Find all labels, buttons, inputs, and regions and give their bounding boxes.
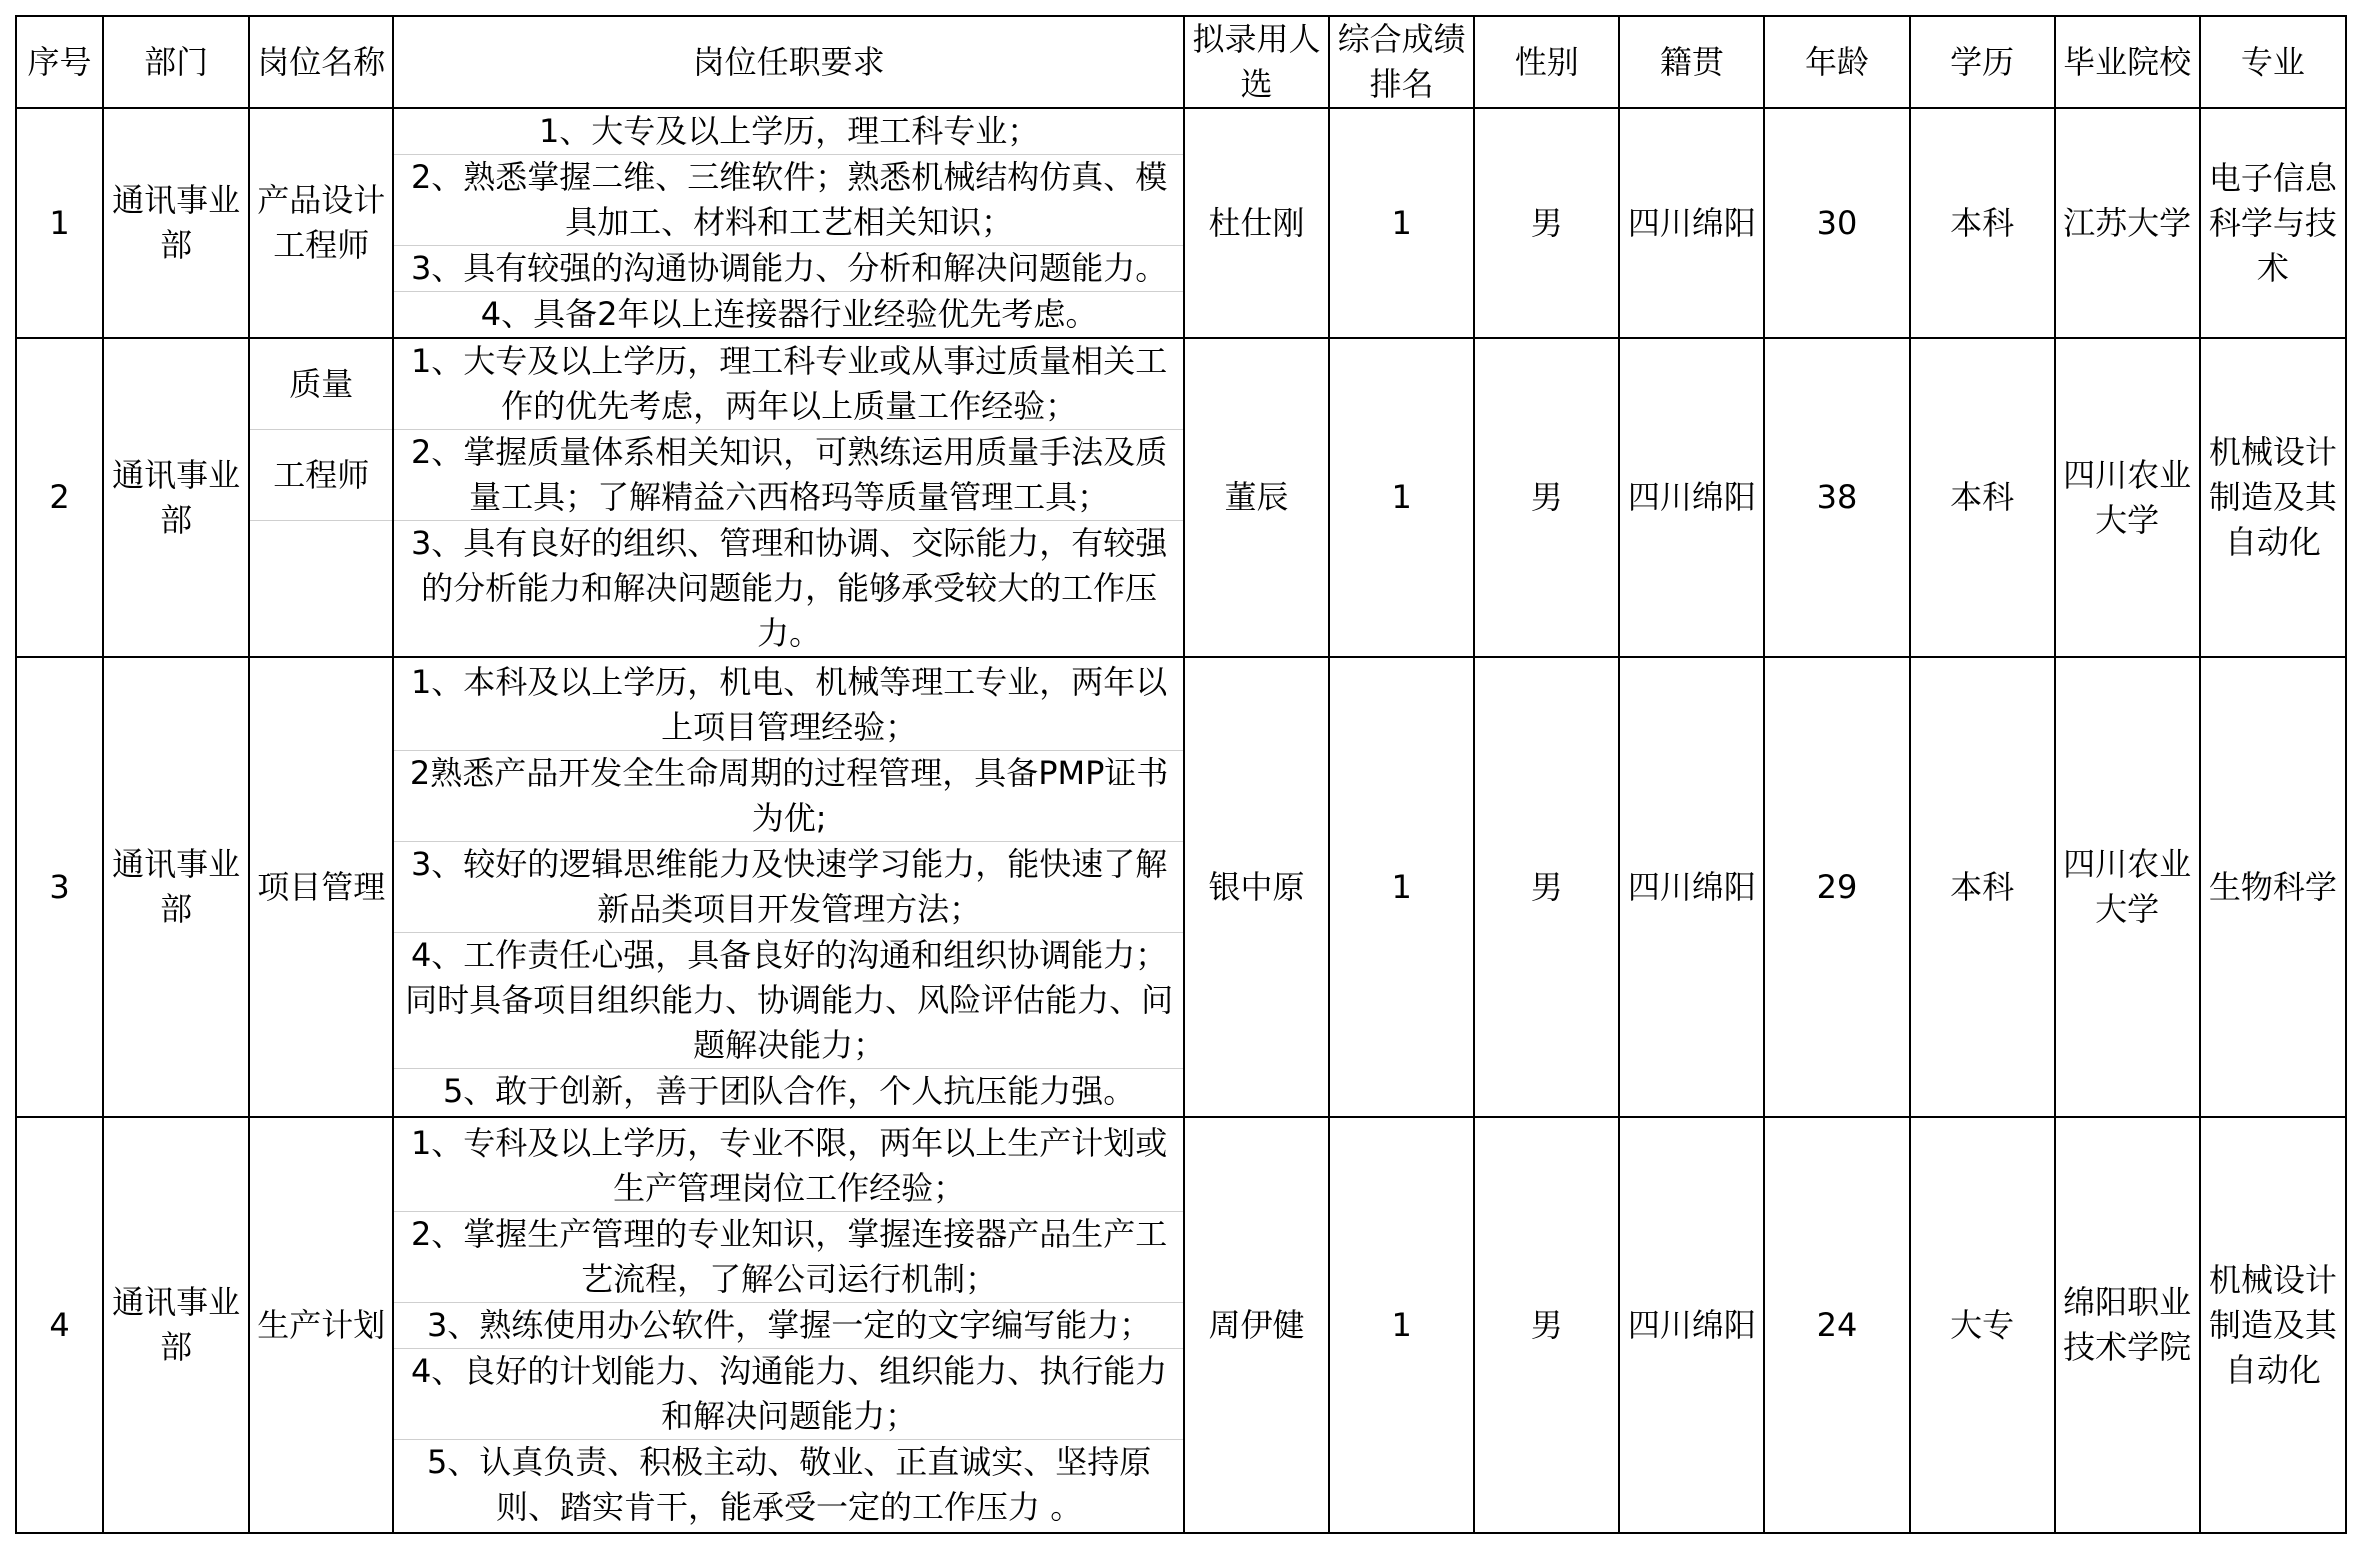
cell-hometown: 四川绵阳	[1619, 108, 1764, 338]
requirement-line: 1、大专及以上学历，理工科专业；	[394, 109, 1183, 155]
header-requirements: 岗位任职要求	[393, 16, 1184, 108]
requirement-line: 2熟悉产品开发全生命周期的过程管理，具备PMP证书为优;	[394, 751, 1183, 842]
cell-gender: 男	[1474, 657, 1619, 1117]
table-row	[16, 657, 2346, 1117]
header-seq: 序号	[16, 16, 103, 108]
header-dept: 部门	[103, 16, 249, 108]
cell-education: 大专	[1910, 1117, 2055, 1533]
cell-age: 30	[1764, 108, 1909, 338]
requirement-line: 1、大专及以上学历，理工科专业或从事过质量相关工作的优先考虑，两年以上质量工作经验；	[394, 339, 1183, 430]
header-gender: 性别	[1474, 16, 1619, 108]
requirement-line: 5、认真负责、积极主动、敬业、正直诚实、坚持原则、踏实肯干，能承受一定的工作压力 。	[426, 1442, 1152, 1526]
header-candidate-text: 拟录用人选	[1192, 20, 1321, 103]
cell-major	[2200, 338, 2346, 657]
cell-candidate: 董辰	[1184, 338, 1329, 657]
cell-rank: 1	[1329, 338, 1474, 657]
cell-requirements	[393, 657, 1184, 1117]
cell-gender: 男	[1474, 1117, 1619, 1533]
cell-education: 本科	[1910, 657, 2055, 1117]
requirement-line: 1、专科及以上学历，专业不限，两年以上生产计划或生产管理岗位工作经验；	[394, 1121, 1183, 1212]
cell-gender: 男	[1474, 338, 1619, 657]
header-candidate	[1184, 16, 1329, 108]
cell-hometown: 四川绵阳	[1619, 1117, 1764, 1533]
cell-rank: 1	[1329, 108, 1474, 338]
recruitment-table	[15, 15, 2347, 1534]
table-row	[16, 108, 2346, 338]
cell-major-text: 电子信息科学与技术	[2208, 158, 2337, 287]
cell-dept-text: 通讯事业部	[112, 845, 241, 928]
requirement-line: 3、具有良好的组织、管理和协调、交际能力，有较强的分析能力和解决问题能力，能够承受较大的工作压力。	[410, 524, 1168, 652]
header-position: 岗位名称	[249, 16, 393, 108]
cell-position-part2: 工程师	[250, 430, 392, 521]
cell-candidate: 杜仕刚	[1184, 108, 1329, 338]
header-rank-text: 综合成绩排名	[1337, 20, 1466, 103]
cell-gender: 男	[1474, 108, 1619, 338]
header-school: 毕业院校	[2055, 16, 2200, 108]
cell-position-part1: 质量	[250, 339, 392, 430]
cell-dept	[103, 657, 249, 1117]
header-age: 年龄	[1764, 16, 1909, 108]
header-rank	[1329, 16, 1474, 108]
header-hometown: 籍贯	[1619, 16, 1764, 108]
table-row	[16, 1117, 2346, 1533]
cell-position-blank	[250, 521, 392, 655]
header-education: 学历	[1910, 16, 2055, 108]
cell-school-text: 绵阳职业技术学院	[2063, 1283, 2192, 1366]
cell-age: 29	[1764, 657, 1909, 1117]
cell-requirements	[393, 338, 1184, 657]
cell-dept	[103, 1117, 249, 1533]
cell-age: 38	[1764, 338, 1909, 657]
cell-requirements	[393, 108, 1184, 338]
requirement-line: 4、良好的计划能力、沟通能力、组织能力、执行能力和解决问题能力；	[394, 1349, 1183, 1440]
cell-position-text: 产品设计工程师	[257, 181, 386, 264]
cell-position	[249, 108, 393, 338]
cell-hometown: 四川绵阳	[1619, 657, 1764, 1117]
cell-school-text: 四川农业大学	[2063, 455, 2192, 539]
cell-major	[2200, 108, 2346, 338]
cell-dept-text: 通讯事业部	[112, 455, 241, 539]
cell-seq: 3	[16, 657, 103, 1117]
requirement-line: 1、本科及以上学历，机电、机械等理工专业，两年以上项目管理经验；	[394, 660, 1183, 751]
table-row	[16, 338, 2346, 657]
cell-major	[2200, 1117, 2346, 1533]
requirement-line: 5、敢于创新，善于团队合作，个人抗压能力强。	[442, 1072, 1136, 1110]
cell-major-text: 机械设计制造及其自动化	[2208, 1260, 2337, 1389]
cell-school-text: 四川农业大学	[2063, 845, 2192, 928]
cell-seq: 1	[16, 108, 103, 338]
cell-hometown: 四川绵阳	[1619, 338, 1764, 657]
cell-position: 项目管理	[249, 657, 393, 1117]
cell-education: 本科	[1910, 108, 2055, 338]
requirement-line: 2、熟悉掌握二维、三维软件；熟悉机械结构仿真、模具加工、材料和工艺相关知识；	[394, 155, 1183, 246]
cell-school	[2055, 657, 2200, 1117]
cell-major: 生物科学	[2200, 657, 2346, 1117]
cell-candidate: 银中原	[1184, 657, 1329, 1117]
cell-age: 24	[1764, 1117, 1909, 1533]
requirement-line: 2、掌握生产管理的专业知识，掌握连接器产品生产工艺流程，了解公司运行机制；	[394, 1212, 1183, 1303]
cell-dept	[103, 108, 249, 338]
cell-rank: 1	[1329, 1117, 1474, 1533]
requirement-line: 3、熟练使用办公软件，掌握一定的文字编写能力；	[394, 1303, 1183, 1349]
cell-rank: 1	[1329, 657, 1474, 1117]
cell-position	[249, 338, 393, 657]
cell-position: 生产计划	[249, 1117, 393, 1533]
requirement-line: 2、掌握质量体系相关知识，可熟练运用质量手法及质量工具；了解精益六西格玛等质量管理工具；	[394, 430, 1183, 521]
cell-dept-text: 通讯事业部	[112, 181, 241, 264]
requirement-line: 4、具备2年以上连接器行业经验优先考虑。	[480, 295, 1098, 333]
cell-candidate: 周伊健	[1184, 1117, 1329, 1533]
cell-requirements	[393, 1117, 1184, 1533]
cell-school	[2055, 338, 2200, 657]
cell-seq: 4	[16, 1117, 103, 1533]
cell-dept-text: 通讯事业部	[112, 1283, 241, 1366]
cell-dept	[103, 338, 249, 657]
cell-education: 本科	[1910, 338, 2055, 657]
header-row	[16, 16, 2346, 108]
cell-major-text: 机械设计制造及其自动化	[2208, 433, 2337, 561]
requirement-line: 4、工作责任心强，具备良好的沟通和组织协调能力；同时具备项目组织能力、协调能力、风险评估能力、问题解决能力；	[394, 933, 1183, 1069]
requirement-line: 3、具有较强的沟通协调能力、分析和解决问题能力。	[394, 246, 1183, 292]
cell-school: 江苏大学	[2055, 108, 2200, 338]
header-major: 专业	[2200, 16, 2346, 108]
requirement-line: 3、较好的逻辑思维能力及快速学习能力，能快速了解新品类项目开发管理方法；	[394, 842, 1183, 933]
cell-school	[2055, 1117, 2200, 1533]
cell-seq: 2	[16, 338, 103, 657]
